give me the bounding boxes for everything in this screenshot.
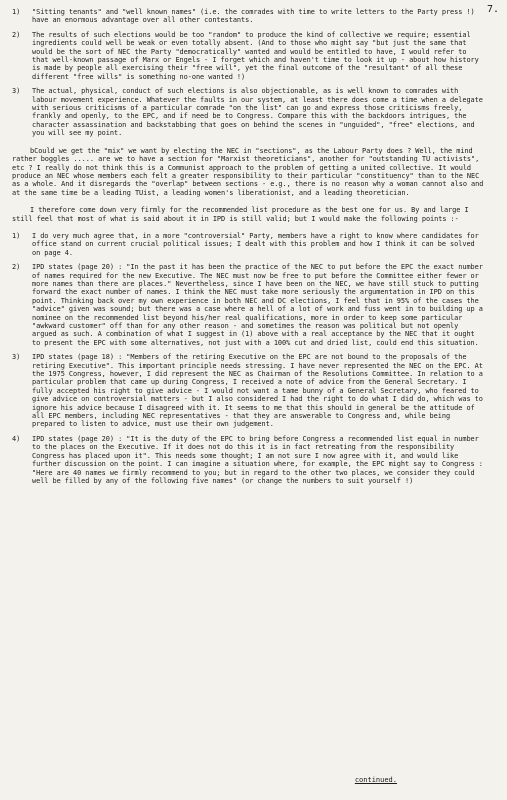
continued-label: continued.: [354, 776, 397, 784]
point-number: 2): [12, 30, 21, 39]
point-2: [12, 31, 485, 81]
point-text: The actual, physical, conduct of such elections is also objectionable, as is well known to comrades with labour movement experience. Whatever the faults in our system, at least there does come a time when a delegate with serious criticisms of a particular comrade "on the list" can go and express those criticisms freely, frankly and openly, to the EPC, and if need be to Congress. Compare this with the backdoors intrigues, the character assassination and backstabbing that goes on behind the scenes in "unguided", "free" elections, and you will see my point.: [32, 87, 483, 138]
sub-point-text: IPD states (page 18) : "Members of the retiring Executive on the EPC are not bound to the proposals of the retiring Executive". This important principle needs stressing. I have never represented the NEC on the EPC. At the 1975 Congress, however, I did represent the NEC as Chairman of the Resolutions Committee. In relation to a particular problem that came up during Congress, I received a note of advice from the General Secretary. I fully accepted his right to give advice - I would not want a tame bunny of a General Secretary, who feared to give advice on controversial matters - but I also considered I had the right to do what I did do, which was to ignore his advice because I disagreed with it. It seems to me that this should in general be the attitude of all EPC members, including NEC representatives - that they are answerable to Congress and, while being prepared to listen to advice, must use their own judgement.: [32, 353, 483, 429]
point-text: The results of such elections would be too "random" to produce the kind of collective we require; essential ingredients could well be weak or even totally absent. (And to those who might say "but just the same that would be the sort of NEC the Party "democratically" wanted and would be entitled to have, I would refer to that well-known passage of Marx or Engels - I forget which and haven't time to look it up - about how history is made by people all exercising their "free will", yet the final outcome of the "resultant" of all these different "free wills" is something no-one wanted !): [32, 30, 479, 81]
sub-point-text: I do very much agree that, in a more "controversial" Party, members have a right to know where candidates for office stand on current crucial political issues; I dealt with this problem and how I think it can be solved on page 4.: [32, 231, 479, 257]
sub-point-4: [12, 435, 485, 485]
point-1: [12, 8, 485, 25]
sub-point-number: 2): [12, 263, 21, 272]
paragraph-therefore: I therefore come down very firmly for the recommended list procedure as the best one for us. By and large I still feel that most of what is said about it in IPD is still valid; but I would make the following points :-: [12, 206, 469, 223]
point-number: 3): [12, 87, 21, 96]
sub-point-1: [12, 232, 485, 257]
sub-point-3: [12, 353, 485, 429]
paragraph-mix: bCould we get the "mix" we want by electing the NEC in "sections", as the Labour Party does ? Well, the mind rather boggles ..... are we to have a section for "Marxist theoreticians", another for "outstanding TU activists", etc ? I really do not think this is a Communist approach to the problem of getting a united collective. It would produce an NEC whose members each felt a greater responsibility to their particular "constituency" than to the NEC as a whole. And it disregards the "overlap" between sections - e.g., there is no reason why a woman cannot also and at the same time be a leading TUist, a leading women's liberationist, and a leading theoretician.: [12, 146, 484, 197]
sub-point-number: 4): [12, 434, 21, 443]
page-number: 7.: [486, 4, 499, 15]
sub-point-2: [12, 263, 485, 347]
point-3: [12, 87, 485, 137]
sub-point-number: 3): [12, 353, 21, 362]
sub-point-text: IPD states (page 20) : "In the past it has been the practice of the NEC to put before the EPC the exact number of names required for the new Executive. The NEC must now be free to put before the Committee either fewer or more names than there are places." Nevertheless, since I have been on the NEC, we have still stuck to putting forward the exact number of names. I think the NEC must take more seriously the argumentation in IPD on this point. Thinking back over my own experience in both NEC and DC elections, I feel that in 95% of the cases the "advice" given was sound; but there was a case where a hell of a lot of work and fuss went in to building up a nominee on the recommended list beyond his/her real qualifications, more in order to keep some particular "awkward customer" off than for any other reason - and sometimes the reason was political but not openly argued as such. A combination of what I suggest in (1) above with a real acceptance by the NEC that it ought to present the EPC with some alternatives, not just with a 100% cut and dried list, could end this situation.: [32, 263, 483, 347]
sub-point-text: IPD states (page 20) : "It is the duty of the EPC to bring before Congress a recommended list equal in number to the places on the Executive. If it does not do this it is in fact retreating from the responsibility Congress has placed upon it". This needs some thought; I am not sure I now agree with it, and would like further discussion on the point. I can imagine a situation where, for example, the EPC might say to Congress : "Here are 40 names we firmly recommend to you; but in regard to the other two places, we consider they could well be filled by any of the following five names" (or change the numbers to suit yourself !): [32, 434, 483, 485]
point-number: 1): [12, 8, 21, 16]
point-text: "Sitting tenants" and "well known names" (i.e. the comrades with time to write letters to the Party press !) have an enormous advantage over all other contestants.: [32, 8, 475, 25]
sub-point-number: 1): [12, 231, 21, 240]
